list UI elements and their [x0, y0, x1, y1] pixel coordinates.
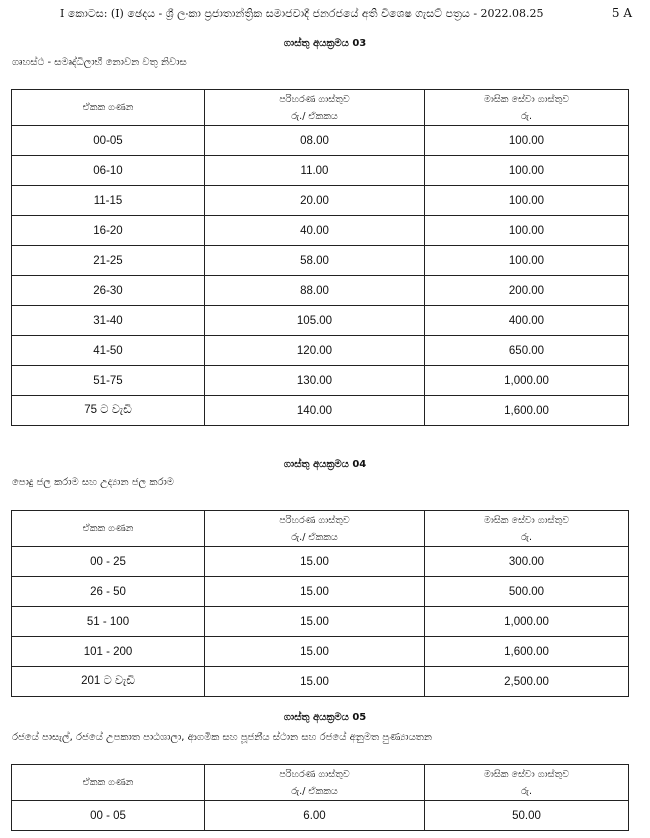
monthly-cell: 50.00 [425, 801, 629, 831]
gazette-header: I කොටස: (I) ඡෙදය - ශ්‍රී ලංකා ප්‍රජාතාන්ත්‍රික සමාජවාදී ජනරජයේ අති විශෙෂ ගැසට් පත්‍රය - 2022.08.25 [60, 7, 544, 20]
tariff-04-table [11, 510, 629, 697]
header-units: ඒකක ගණන [12, 765, 205, 801]
monthly-cell: 1,600.00 [425, 396, 629, 426]
monthly-cell: 1,000.00 [425, 366, 629, 396]
units-cell: 101 - 200 [12, 637, 205, 667]
units-cell: 41-50 [12, 336, 205, 366]
tariff-03-table [11, 89, 629, 426]
rate-cell: 15.00 [205, 607, 425, 637]
header-processing-fee: පරිහරණ ගාස්තුව රු./ ඒකකය [205, 90, 425, 126]
table-row [12, 667, 629, 697]
header-processing-fee: පරිහරණ ගාස්තුව රු./ ඒකකය [205, 511, 425, 547]
rate-cell: 15.00 [205, 577, 425, 607]
table-row [12, 577, 629, 607]
units-cell: 00 - 05 [12, 801, 205, 831]
units-cell: 31-40 [12, 306, 205, 336]
monthly-cell: 650.00 [425, 336, 629, 366]
table-header-row [12, 511, 629, 547]
monthly-cell: 100.00 [425, 246, 629, 276]
monthly-cell: 200.00 [425, 276, 629, 306]
table-row [12, 366, 629, 396]
monthly-cell: 1,600.00 [425, 637, 629, 667]
rate-cell: 08.00 [205, 126, 425, 156]
header-monthly-fee: මාසික සේවා ගාස්තුව රු. [425, 90, 629, 126]
table-row [12, 126, 629, 156]
table-row [12, 306, 629, 336]
monthly-cell: 1,000.00 [425, 607, 629, 637]
units-cell: 11-15 [12, 186, 205, 216]
monthly-cell: 2,500.00 [425, 667, 629, 697]
rate-cell: 40.00 [205, 216, 425, 246]
rate-cell: 15.00 [205, 637, 425, 667]
table-row [12, 336, 629, 366]
units-cell: 21-25 [12, 246, 205, 276]
units-cell: 26 - 50 [12, 577, 205, 607]
table-row [12, 547, 629, 577]
rate-cell: 140.00 [205, 396, 425, 426]
header-monthly-fee: මාසික සේවා ගාස්තුව රු. [425, 765, 629, 801]
monthly-cell: 100.00 [425, 216, 629, 246]
rate-cell: 15.00 [205, 667, 425, 697]
units-cell: 16-20 [12, 216, 205, 246]
units-cell: 26-30 [12, 276, 205, 306]
monthly-cell: 300.00 [425, 547, 629, 577]
tariff-04-description: පොදු ජල කරාම සහ උද්‍යාන ජල කරාම [12, 477, 174, 488]
rate-cell: 20.00 [205, 186, 425, 216]
table-row [12, 156, 629, 186]
monthly-cell: 100.00 [425, 156, 629, 186]
rate-cell: 11.00 [205, 156, 425, 186]
tariff-05-description: රජයේ පාසැල්, රජයේ උපකාත පාඨශාලා, ආගමික සහ පූජනීය ස්ථාන සහ රජයේ අනුමත පුණ්‍යායතන [12, 732, 433, 743]
rate-cell: 105.00 [205, 306, 425, 336]
table-row [12, 246, 629, 276]
monthly-cell: 100.00 [425, 126, 629, 156]
rate-cell: 58.00 [205, 246, 425, 276]
tariff-05-title: ගාස්තු අයක්‍රමය 05 [283, 712, 367, 723]
table-header-row [12, 765, 629, 801]
monthly-cell: 100.00 [425, 186, 629, 216]
rate-cell: 120.00 [205, 336, 425, 366]
tariff-03-description: ගෘහස්ථ - සමෘද්ධිලාභී නොවන වතු නිවාස [12, 57, 187, 68]
monthly-cell: 500.00 [425, 577, 629, 607]
units-cell: 06-10 [12, 156, 205, 186]
units-cell: 00-05 [12, 126, 205, 156]
header-monthly-fee: මාසික සේවා ගාස්තුව රු. [425, 511, 629, 547]
page-number: 5 A [611, 6, 632, 20]
units-cell: 51 - 100 [12, 607, 205, 637]
header-processing-fee: පරිහරණ ගාස්තුව රු./ ඒකකය [205, 765, 425, 801]
tariff-03-title: ගාස්තු අයක්‍රමය 03 [283, 38, 367, 49]
rate-cell: 6.00 [205, 801, 425, 831]
tariff-05-table [11, 764, 629, 831]
header-units: ඒකක ගණන [12, 90, 205, 126]
tariff-04-title: ගාස්තු අයක්‍රමය 04 [283, 459, 367, 470]
rate-cell: 130.00 [205, 366, 425, 396]
units-cell: 51-75 [12, 366, 205, 396]
table-row [12, 186, 629, 216]
table-row [12, 276, 629, 306]
table-row [12, 607, 629, 637]
rate-cell: 15.00 [205, 547, 425, 577]
monthly-cell: 400.00 [425, 306, 629, 336]
units-cell: 201 ට වැඩි [12, 667, 205, 697]
table-row [12, 637, 629, 667]
header-units: ඒකක ගණන [12, 511, 205, 547]
table-header-row [12, 90, 629, 126]
units-cell: 75 ට වැඩි [12, 396, 205, 426]
rate-cell: 88.00 [205, 276, 425, 306]
table-row [12, 216, 629, 246]
table-row [12, 396, 629, 426]
table-row [12, 801, 629, 831]
units-cell: 00 - 25 [12, 547, 205, 577]
